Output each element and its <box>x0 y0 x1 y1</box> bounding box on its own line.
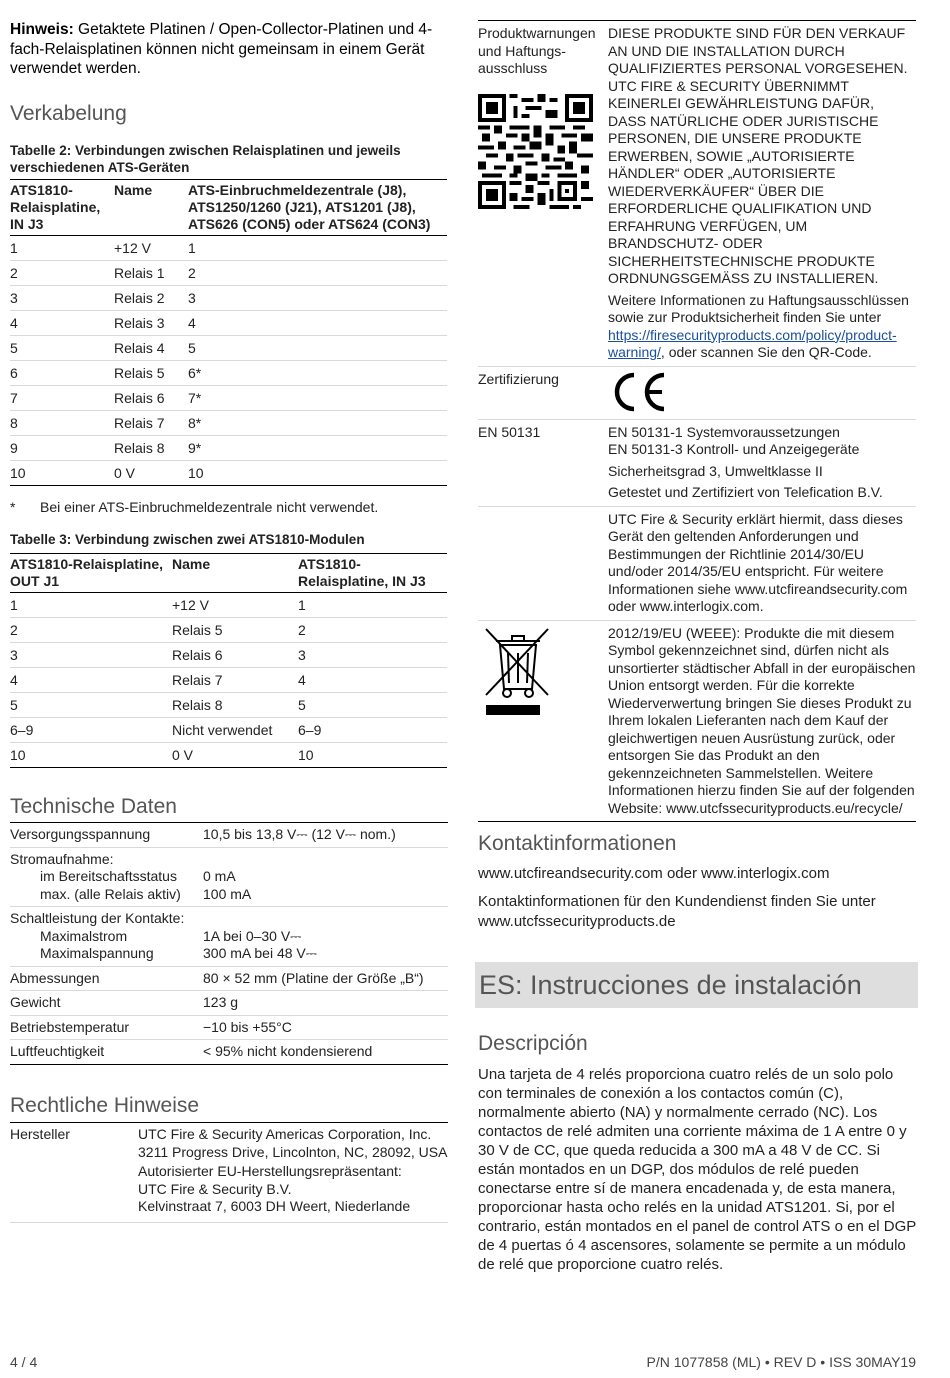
es-section-banner: ES: Instrucciones de instalación <box>475 962 918 1008</box>
spec-value: 123 g <box>203 994 239 1010</box>
weee-text: 2012/19/EU (WEEE): Produkte die mit diesem Symbol gekennzeichnet sind, dürfen nicht als unsortierter städtischer Abfall in der europäischen Union entsorgt werden. Für die korrekte Wiederverwertung bringen Sie dieses Produkt zu Ihrem lokalen Lieferanten nach dem Kauf der gleichwertigen neuen Ausrüstung zurück, oder entsorgen Sie das Produkt an den gekennzeichneten Sammelstellen. Weitere Informationen hierzu finden Sie auf der folgenden Website: www.utcfssecurityproducts.eu/recycle/ <box>608 624 916 816</box>
table3-caption: Tabelle 3: Verbindung zwischen zwei ATS1810-Modulen <box>10 532 365 547</box>
table-cell: 4 <box>188 311 447 336</box>
table-row <box>10 411 447 436</box>
part-number: P/N 1077858 (ML) • REV D • ISS 30MAY19 <box>646 1354 916 1370</box>
table-cell: Relais 3 <box>114 311 188 336</box>
table-cell: 7* <box>188 386 447 411</box>
table2-header-col2: Name <box>114 180 188 236</box>
table-cell: 1 <box>188 236 447 261</box>
table-cell: 5 <box>10 693 172 718</box>
table-cell: 0 V <box>172 743 298 768</box>
table-cell: +12 V <box>172 593 298 618</box>
table-row <box>10 386 447 411</box>
warn-more-text: Weitere Informationen zu Haftungsausschlüssen sowie zur Produktsicherheit finden Sie unter <box>608 291 909 325</box>
qr-code-graphic <box>478 94 593 209</box>
table3-header-col2: Name <box>172 554 298 593</box>
spec-subkey: max. (alle Relais aktiv) <box>40 885 181 902</box>
descripcion-body: Una tarjeta de 4 relés proporciona cuatro relés de un solo polo con terminales de conexión a los contactos común (C), normalmente abierto (NA) y normalmente cerrado (NC). Los contactos de relé admiten una corriente máxima de 1 A entre 0 y 30 V de CC, que queda reducida a 300 mA a 48 V de CC. Si están montados en un DGP, dos módulos de relé pueden conectarse entre sí de manera encadenada y, de esta manera, proporcionar hasta ocho relés en la unidad ATS1201. Si, por el contrario, están montados en el panel de control ATS o en el DGP de 4 puertas ó 4 ascensores, solamente se permite a un módulo de relé que proporcione cuatro relés. <box>478 1066 917 1273</box>
table2-header-col1: ATS1810-Relaisplatine, IN J3 <box>10 180 114 236</box>
spec-value: 1A bei 0–30 V⎓ <box>203 927 302 944</box>
table-row <box>478 20 916 367</box>
table-row <box>10 336 447 361</box>
table-cell: Relais 6 <box>172 643 298 668</box>
table2-header-row <box>10 180 447 236</box>
produktwarnungen-table <box>478 20 916 822</box>
spec-key: Luftfeuchtigkeit <box>10 1043 105 1059</box>
table-cell: 5 <box>298 693 447 718</box>
technische-daten-heading: Technische Daten <box>10 795 177 818</box>
table-cell: 9* <box>188 436 447 461</box>
table-row <box>10 967 448 992</box>
table-cell: 3 <box>10 286 114 311</box>
table-cell: 10 <box>298 743 447 768</box>
table-cell: 6–9 <box>10 718 172 743</box>
hinweis-text: Getaktete Platinen / Open-Collector-Platinen und 4-fach-Relaisplatinen können nicht gemeinsam in einem Gerät verwendet werden. <box>10 21 433 77</box>
table3-header-row <box>10 554 447 593</box>
page-number: 4 / 4 <box>10 1354 38 1370</box>
spec-key: Versorgungsspannung <box>10 826 151 842</box>
table-cell: 9 <box>10 436 114 461</box>
table-cell: 8* <box>188 411 447 436</box>
table-cell: 4 <box>298 668 447 693</box>
table-cell: 1 <box>298 593 447 618</box>
table-cell: 4 <box>10 311 114 336</box>
hinweis-label: Hinweis: <box>10 21 74 38</box>
table-row <box>10 286 447 311</box>
table-row <box>10 848 448 908</box>
table2-caption: Tabelle 2: Verbindungen zwischen Relaisplatinen und jeweils verschiedenen ATS-Geräten <box>10 143 401 175</box>
hersteller-line: UTC Fire & Security Americas Corporation, Inc. <box>138 1126 432 1142</box>
qr-code <box>478 94 608 214</box>
spec-key: Abmessungen <box>10 969 100 986</box>
table-cell: 2 <box>10 261 114 286</box>
en-line: EN 50131-1 Systemvoraussetzungen <box>608 423 840 440</box>
table-cell: 10 <box>10 743 172 768</box>
table-row <box>10 361 447 386</box>
table-cell: 2 <box>298 618 447 643</box>
hersteller-line: UTC Fire & Security B.V. <box>138 1180 292 1197</box>
kontakt-line-1: www.utcfireandsecurity.com oder www.interlogix.com <box>478 865 830 882</box>
table-row <box>10 822 448 848</box>
weee-bin-icon <box>478 625 558 720</box>
verkabelung-heading: Verkabelung <box>10 102 127 125</box>
spec-key: Betriebstemperatur <box>10 1018 130 1035</box>
table-row <box>10 668 447 693</box>
table-row <box>10 593 447 618</box>
table-cell: 6–9 <box>298 718 447 743</box>
footnote-text: Bei einer ATS-Einbruchmeldezentrale nicht verwendet. <box>40 499 379 515</box>
spec-subkey: im Bereitschaftsstatus <box>40 868 177 884</box>
table-row <box>10 311 447 336</box>
warn-tail-text: , oder scannen Sie den QR-Code. <box>660 344 872 360</box>
kontakt-heading: Kontaktinformationen <box>478 832 677 855</box>
table-cell: Relais 1 <box>114 261 188 286</box>
ce-mark-icon <box>608 371 668 413</box>
table-cell: Relais 5 <box>114 361 188 386</box>
zertifizierung-key: Zertifizierung <box>478 370 559 387</box>
spec-key: Stromaufnahme: <box>10 850 114 867</box>
table2-footnote <box>10 499 378 515</box>
table-cell: Relais 2 <box>114 286 188 311</box>
table-cell: 3 <box>298 643 447 668</box>
hersteller-line: Kelvinstraat 7, 6003 DH Weert, Niederlande <box>138 1198 411 1214</box>
spec-value: 300 mA bei 48 V⎓ <box>203 945 317 961</box>
table-row <box>478 621 916 823</box>
warn-key: Produktwarnungen und Haftungs-ausschluss <box>478 25 596 76</box>
hinweis-note <box>10 20 440 79</box>
table-row <box>10 236 447 261</box>
table-cell: 2 <box>188 261 447 286</box>
spec-subkey: Maximalstrom <box>40 927 128 944</box>
table3-header-col1: ATS1810-Relaisplatine, OUT J1 <box>10 554 172 593</box>
table2 <box>10 179 447 486</box>
table-row <box>10 1040 448 1065</box>
spec-key: Gewicht <box>10 994 61 1010</box>
table2-header-col3: ATS-Einbruchmeldezentrale (J8), ATS1250/1260 (J21), ATS1201 (J8), ATS626 (CON5) oder ATS624 (CON3) <box>188 180 447 236</box>
spec-value: 100 mA <box>203 885 252 902</box>
table-cell: 6 <box>10 361 114 386</box>
table-row <box>10 618 447 643</box>
kontakt-line-2: Kontaktinformationen für den Kundendienst finden Sie unter www.utcfssecurityproducts.de <box>478 893 876 930</box>
table-cell: Relais 7 <box>114 411 188 436</box>
table-row <box>10 461 447 486</box>
table-cell: +12 V <box>114 236 188 261</box>
spec-value: −10 bis +55°C <box>203 1018 292 1035</box>
table-cell: 5 <box>188 336 447 361</box>
table-cell: 3 <box>188 286 447 311</box>
table-cell: 0 V <box>114 461 188 486</box>
table-cell: 6* <box>188 361 447 386</box>
table-row <box>478 507 916 621</box>
table-cell: 10 <box>188 461 447 486</box>
hersteller-line: Autorisierter EU-Herstellungsrepräsentant: <box>138 1163 402 1179</box>
table-cell: Relais 8 <box>114 436 188 461</box>
table-row <box>10 718 447 743</box>
table-cell: 1 <box>10 593 172 618</box>
table-row <box>10 1016 448 1041</box>
spec-value: 0 mA <box>203 868 236 884</box>
table-row <box>10 693 447 718</box>
table-row <box>10 643 447 668</box>
en-key: EN 50131 <box>478 423 541 440</box>
table-row <box>10 261 447 286</box>
spec-key: Schaltleistung der Kontakte: <box>10 910 185 926</box>
table-cell: Relais 4 <box>114 336 188 361</box>
spec-value: < 95% nicht kondensierend <box>203 1043 373 1059</box>
table-row <box>10 436 447 461</box>
technische-daten-table <box>10 822 448 1065</box>
table-cell: Nicht verwendet <box>172 718 298 743</box>
footnote-star: * <box>10 499 16 515</box>
hersteller-line: 3211 Progress Drive, Lincolnton, NC, 28092, USA <box>138 1143 448 1160</box>
table-cell: 8 <box>10 411 114 436</box>
table-row <box>478 420 916 507</box>
table-cell: Relais 5 <box>172 618 298 643</box>
spec-value: 80 × 52 mm (Platine der Größe „B“) <box>203 969 424 986</box>
rechtliche-hinweise-heading: Rechtliche Hinweise <box>10 1094 200 1117</box>
table-cell: 1 <box>10 236 114 261</box>
hersteller-key: Hersteller <box>10 1126 70 1142</box>
table-cell: Relais 6 <box>114 386 188 411</box>
table-cell: Relais 7 <box>172 668 298 693</box>
table-row <box>478 367 916 420</box>
eu-declaration-text: UTC Fire & Security erklärt hiermit, dass dieses Gerät den geltenden Anforderungen und Bestimmungen der Richtlinie 2014/30/EU und/oder 2014/35/EU entspricht. Für weitere Informationen siehe www.utcfireandsecurity.com oder www.interlogix.com. <box>608 510 908 614</box>
table-row <box>10 991 448 1016</box>
warn-disclaimer: DIESE PRODUKTE SIND FÜR DEN VERKAUF AN UND DIE INSTALLATION DURCH QUALIFIZIERTES PERSONAL VORGESEHEN. UTC FIRE & SECURITY ÜBERNIMMT KEINERLEI GEWÄHRLEISTUNG DAFÜR, DASS NATÜRLICHE ODER JURISTISCHE PERSONEN, DIE UNSERE PRODUKTE ERWERBEN, SOWIE „AUTORISIERTE HÄNDLER“ ODER „AUTORISIERTE WIEDERVERKÄUFER“ ÜBER DIE ERFORDERLICHE QUALIFIKATION UND ERFAHRUNG VERFÜGEN, UM BRANDSCHUTZ- ODER SICHERHEITSTECHNISCHE PRODUKTE ORDNUNGSGEMÄSS ZU INSTALLIEREN. <box>608 25 908 286</box>
table-cell: Relais 8 <box>172 693 298 718</box>
table-row <box>10 907 448 967</box>
table-cell: 7 <box>10 386 114 411</box>
table-row <box>10 743 447 768</box>
spec-subkey: Maximalspannung <box>40 945 154 961</box>
spec-value: 10,5 bis 13,8 V⎓ (12 V⎓ nom.) <box>203 826 396 842</box>
table-cell: 2 <box>10 618 172 643</box>
table3 <box>10 553 447 768</box>
table-cell: 10 <box>10 461 114 486</box>
table-cell: 5 <box>10 336 114 361</box>
descripcion-heading: Descripción <box>478 1032 588 1055</box>
table-cell: 4 <box>10 668 172 693</box>
table-cell: 3 <box>10 643 172 668</box>
en-line: Getestet und Zertifiziert von Telefication B.V. <box>608 484 883 500</box>
product-warning-link[interactable]: https://firesecurityproducts.com/policy/product-warning/ <box>608 326 897 360</box>
en-line: EN 50131-3 Kontroll- und Anzeigegeräte <box>608 441 860 457</box>
en-line: Sicherheitsgrad 3, Umweltklasse II <box>608 462 823 479</box>
rechtliche-hinweise-table <box>10 1122 448 1223</box>
table3-header-col3: ATS1810-Relaisplatine, IN J3 <box>298 554 447 593</box>
